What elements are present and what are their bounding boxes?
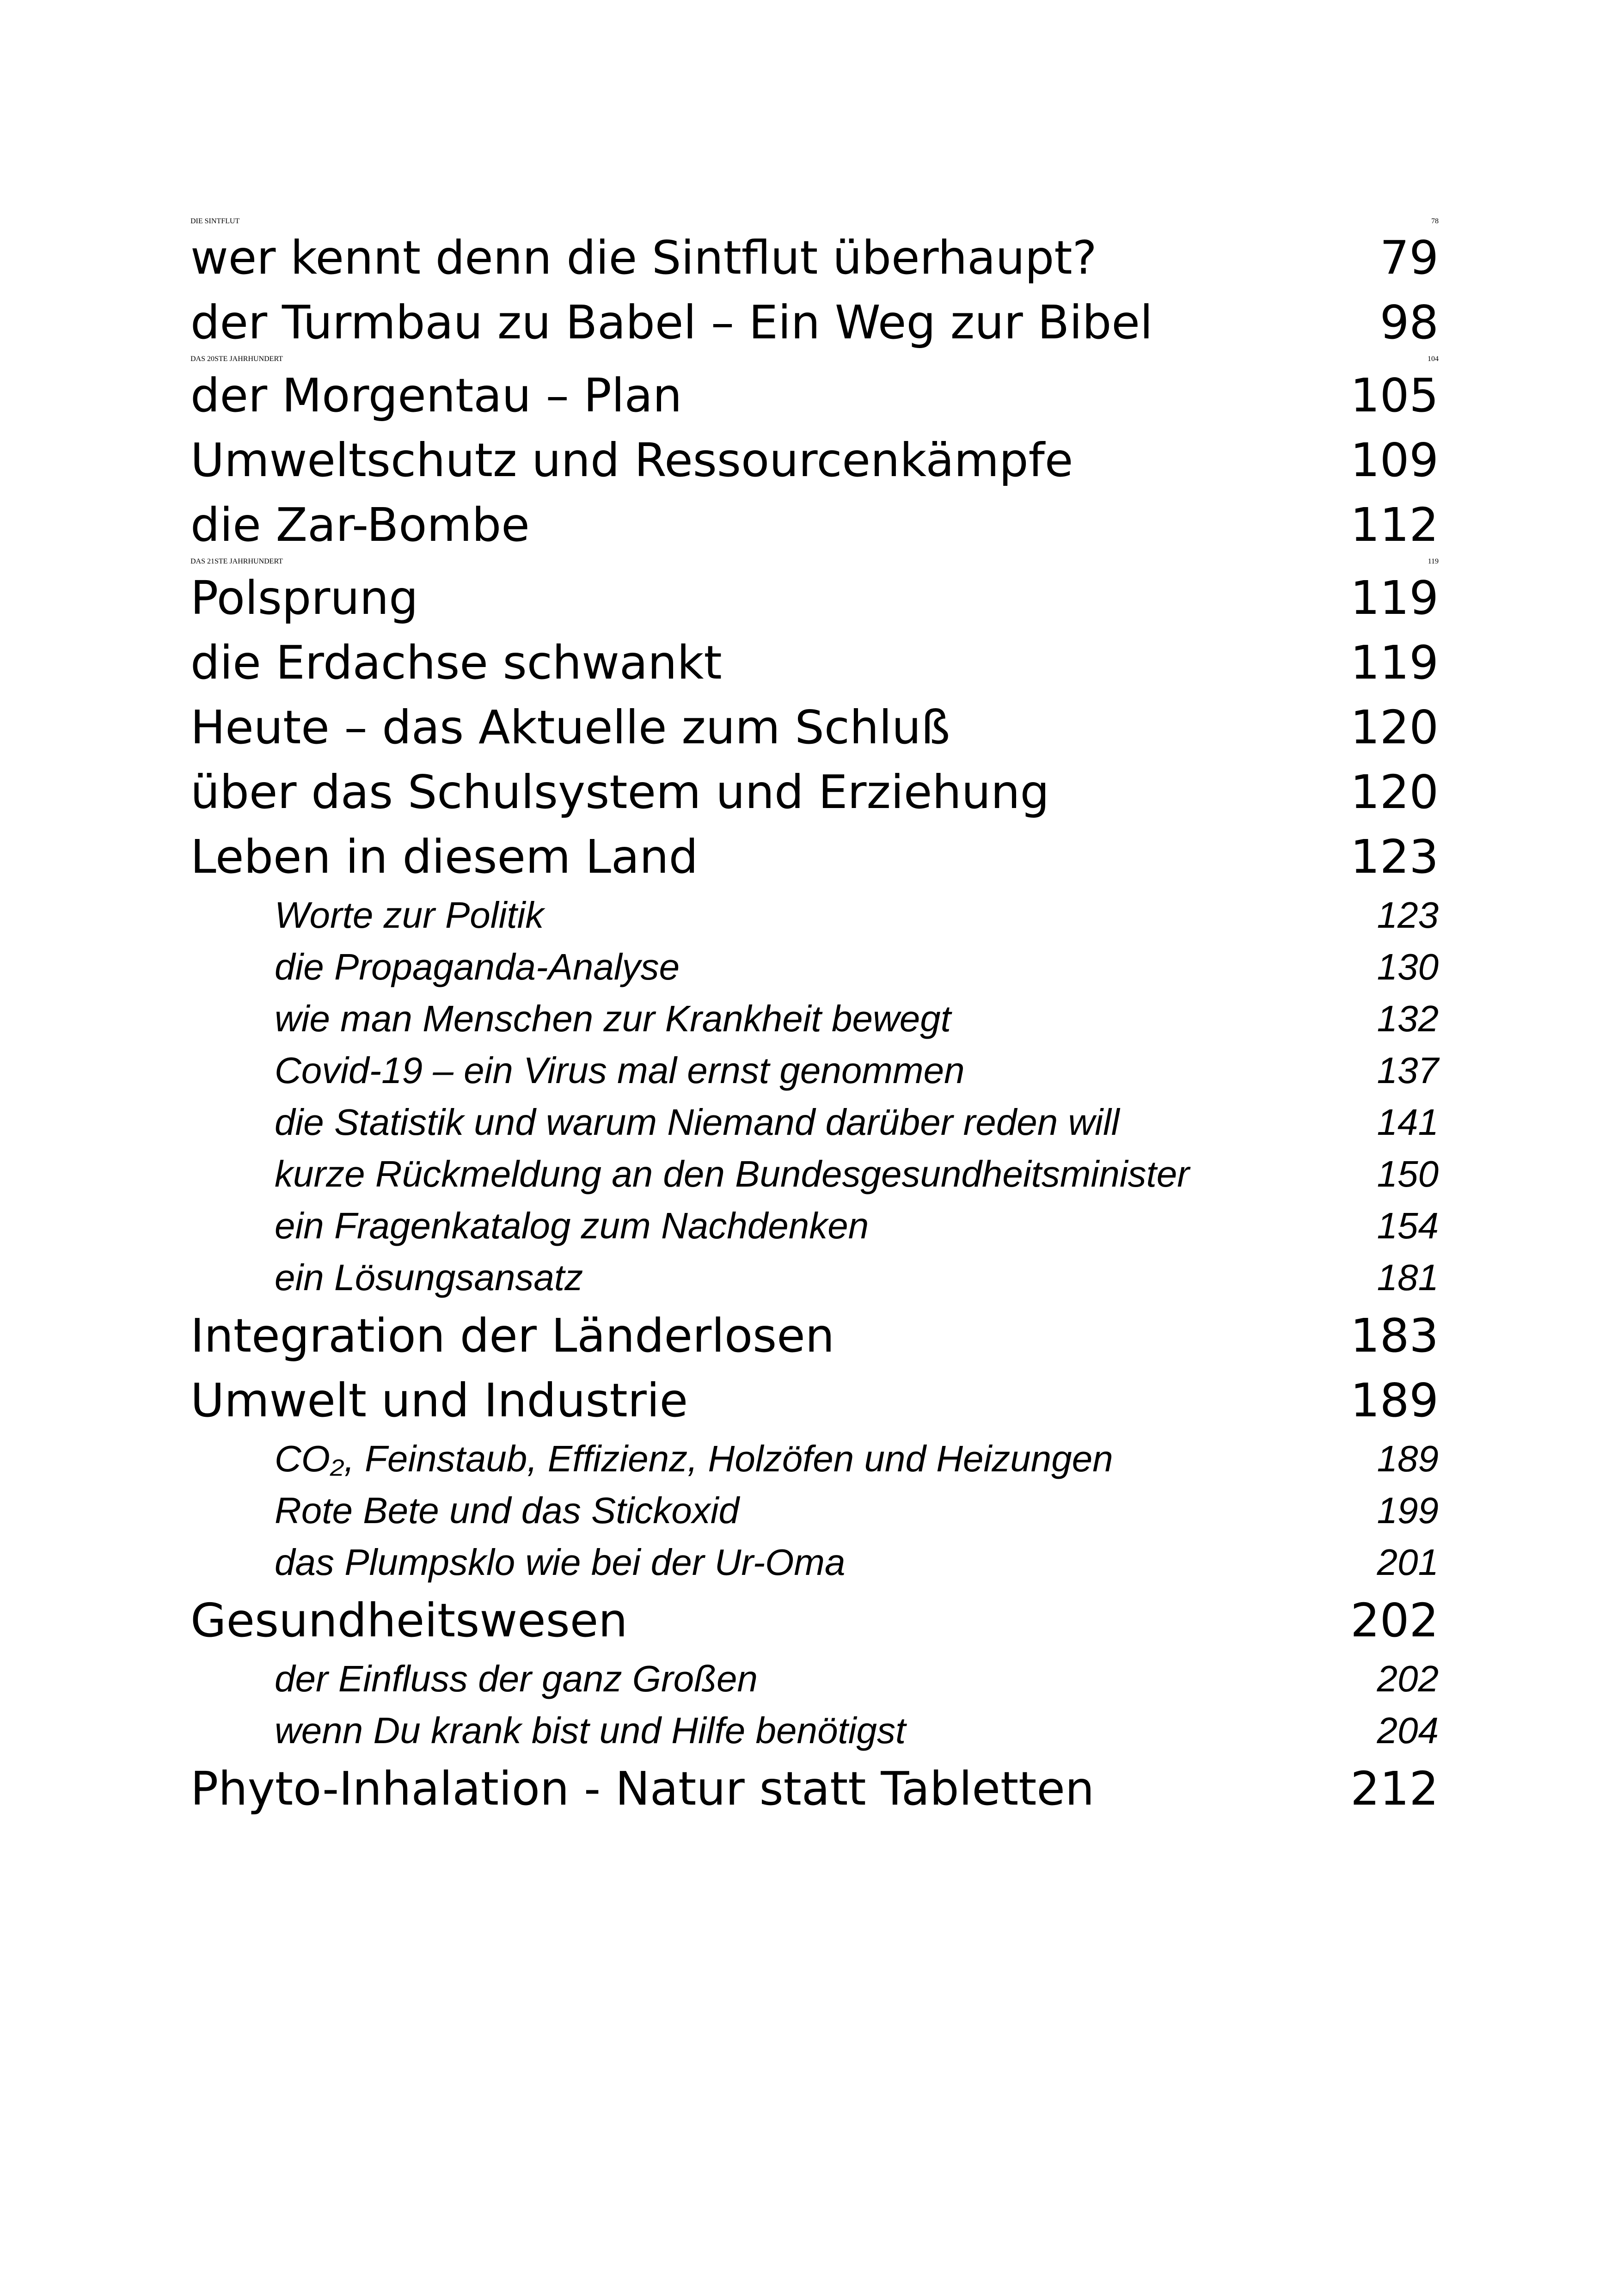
toc-entry-title: wenn Du krank bist und Hilfe benötigst xyxy=(275,1710,906,1751)
toc-entry-title: DAS 20STE JAHRHUNDERT xyxy=(190,355,283,363)
toc-entry-page-number: 141 xyxy=(1377,1102,1439,1143)
toc-entry-main xyxy=(190,226,1439,290)
toc-entry-sub xyxy=(190,993,1439,1045)
toc-entry-title: die Propaganda-Analyse xyxy=(275,946,680,987)
toc-entry-main xyxy=(190,1304,1439,1368)
toc-entry-title: kurze Rückmeldung an den Bundesgesundheitsminister xyxy=(275,1153,1189,1194)
toc-entry-main xyxy=(190,631,1439,695)
toc-entry-page-number: 181 xyxy=(1377,1257,1439,1298)
toc-entry-sub xyxy=(190,1705,1439,1757)
toc-entry-title: Umwelt und Industrie xyxy=(190,1373,688,1427)
toc-entry-page-number: 79 xyxy=(1379,231,1439,285)
toc-entry-page-number: 201 xyxy=(1377,1542,1439,1583)
toc-entry-page-number: 120 xyxy=(1350,700,1439,754)
toc-entry-page-number: 104 xyxy=(1428,355,1439,363)
toc-entry-title: Covid-19 – ein Virus mal ernst genommen xyxy=(275,1050,965,1091)
toc-entry-page-number: 154 xyxy=(1377,1205,1439,1246)
toc-entry-sub xyxy=(190,1433,1439,1485)
toc-entry-main xyxy=(190,825,1439,889)
toc-entry-sub xyxy=(190,1148,1439,1200)
toc-entry-page-number: 119 xyxy=(1428,557,1439,565)
toc-entry-title: Leben in diesem Land xyxy=(190,830,699,884)
toc-entry-sub xyxy=(190,1096,1439,1148)
toc-entry-page-number: 202 xyxy=(1350,1593,1439,1647)
toc-entry-main xyxy=(190,695,1439,760)
toc-entry-title: der Morgentau – Plan xyxy=(190,368,682,422)
toc-entry-title: der Einfluss der ganz Großen xyxy=(275,1658,758,1699)
toc-entry-page-number: 109 xyxy=(1350,433,1439,487)
toc-entry-sub xyxy=(190,941,1439,993)
toc-entry-main xyxy=(190,566,1439,631)
toc-entry-page-number: 98 xyxy=(1379,295,1439,349)
toc-entry-page-number: 112 xyxy=(1350,498,1439,552)
toc-entry-sub xyxy=(190,1252,1439,1304)
toc-entry-page-number: 137 xyxy=(1377,1050,1439,1091)
toc-entry-page-number: 105 xyxy=(1350,368,1439,422)
toc-entry-main xyxy=(190,1757,1439,1821)
toc-entry-section xyxy=(190,557,1439,566)
toc-entry-title: DAS 21STE JAHRHUNDERT xyxy=(190,557,283,565)
toc-entry-title: Integration der Länderlosen xyxy=(190,1309,835,1363)
toc-entry-page-number: 119 xyxy=(1350,571,1439,625)
toc-entry-sub xyxy=(190,1537,1439,1588)
toc-entry-page-number: 130 xyxy=(1377,946,1439,987)
toc-entry-page-number: 120 xyxy=(1350,765,1439,819)
toc-entry-title: wie man Menschen zur Krankheit bewegt xyxy=(275,998,951,1039)
toc-entry-main xyxy=(190,760,1439,825)
toc-entry-page-number: 199 xyxy=(1377,1490,1439,1531)
toc-entry-page-number: 78 xyxy=(1431,217,1439,225)
toc-entry-section xyxy=(190,355,1439,363)
toc-entry-title: DIE SINTFLUT xyxy=(190,217,240,225)
toc-entry-page-number: 132 xyxy=(1377,998,1439,1039)
toc-entry-page-number: 189 xyxy=(1377,1438,1439,1479)
toc-entry-page-number: 189 xyxy=(1350,1373,1439,1427)
toc-entry-main xyxy=(190,428,1439,493)
table-of-contents xyxy=(190,217,1439,1821)
toc-entry-sub xyxy=(190,889,1439,941)
toc-entry-page-number: 123 xyxy=(1350,830,1439,884)
toc-entry-sub xyxy=(190,1045,1439,1096)
toc-entry-main xyxy=(190,1368,1439,1433)
toc-entry-title: Gesundheitswesen xyxy=(190,1593,628,1647)
toc-entry-page-number: 119 xyxy=(1350,636,1439,690)
toc-entry-page-number: 202 xyxy=(1377,1658,1439,1699)
toc-entry-title: Worte zur Politik xyxy=(275,894,544,936)
toc-entry-section xyxy=(190,217,1439,226)
toc-entry-sub xyxy=(190,1485,1439,1537)
toc-entry-title: die Statistik und warum Niemand darüber reden will xyxy=(275,1102,1120,1143)
toc-entry-title: Umweltschutz und Ressourcenkämpfe xyxy=(190,433,1073,487)
toc-entry-title: der Turmbau zu Babel – Ein Weg zur Bibel xyxy=(190,295,1153,349)
toc-entry-title: das Plumpsklo wie bei der Ur-Oma xyxy=(275,1542,846,1583)
toc-entry-sub xyxy=(190,1653,1439,1705)
toc-entry-page-number: 150 xyxy=(1377,1153,1439,1194)
toc-entry-title: ein Fragenkatalog zum Nachdenken xyxy=(275,1205,869,1246)
toc-entry-main xyxy=(190,1588,1439,1653)
toc-entry-title: Phyto-Inhalation - Natur statt Tabletten xyxy=(190,1762,1095,1816)
toc-entry-main xyxy=(190,363,1439,428)
toc-entry-title: Rote Bete und das Stickoxid xyxy=(275,1490,740,1531)
toc-entry-title: wer kennt denn die Sintflut überhaupt? xyxy=(190,231,1097,285)
toc-entry-title: die Zar-Bombe xyxy=(190,498,530,552)
toc-entry-sub xyxy=(190,1200,1439,1252)
toc-entry-main xyxy=(190,290,1439,355)
toc-entry-title: Polsprung xyxy=(190,571,418,625)
toc-entry-title: die Erdachse schwankt xyxy=(190,636,722,690)
toc-entry-page-number: 123 xyxy=(1377,894,1439,936)
toc-entry-title: CO₂, Feinstaub, Effizienz, Holzöfen und Heizungen xyxy=(275,1438,1113,1479)
toc-entry-page-number: 212 xyxy=(1350,1762,1439,1816)
toc-entry-title: über das Schulsystem und Erziehung xyxy=(190,765,1049,819)
toc-entry-title: Heute – das Aktuelle zum Schluß xyxy=(190,700,950,754)
toc-entry-page-number: 204 xyxy=(1377,1710,1439,1751)
toc-entry-page-number: 183 xyxy=(1350,1309,1439,1363)
toc-entry-title: ein Lösungsansatz xyxy=(275,1257,583,1298)
toc-entry-main xyxy=(190,493,1439,557)
